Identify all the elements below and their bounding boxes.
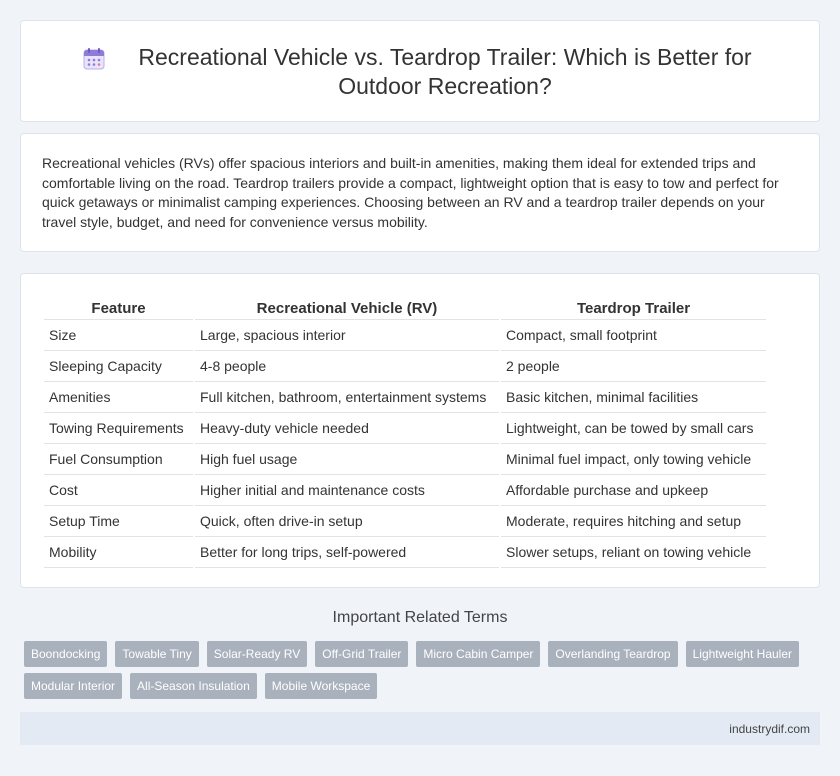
feature-cell: Setup Time — [44, 506, 193, 537]
rv-cell: Full kitchen, bathroom, entertainment systems — [195, 382, 499, 413]
title-card — [20, 20, 820, 122]
rv-cell: Higher initial and maintenance costs — [195, 475, 499, 506]
table-row — [44, 351, 766, 382]
related-terms-list — [24, 641, 814, 699]
term-tag[interactable]: Mobile Workspace — [265, 673, 377, 699]
term-tag[interactable]: Towable Tiny — [115, 641, 198, 667]
term-tag[interactable]: Solar-Ready RV — [207, 641, 307, 667]
feature-cell: Sleeping Capacity — [44, 351, 193, 382]
header-rv: Recreational Vehicle (RV) — [195, 294, 499, 320]
table-row — [44, 506, 766, 537]
table-row — [44, 475, 766, 506]
feature-cell: Towing Requirements — [44, 413, 193, 444]
intro-paragraph: Recreational vehicles (RVs) offer spacious interiors and built-in amenities, making them ideal for extended trips and comfortable living on the road. Teardrop trailers provide a compact, lightweight option that is easy to tow and perfect for quick getaways or minimalist camping experiences. Choosing between an RV and a teardrop trailer depends on your travel style, budget, and need for convenience versus mobility. — [42, 155, 779, 230]
term-tag[interactable]: Lightweight Hauler — [686, 641, 799, 667]
header-teardrop: Teardrop Trailer — [501, 294, 766, 320]
term-tag[interactable]: All-Season Insulation — [130, 673, 257, 699]
table-row — [44, 444, 766, 475]
footer — [20, 712, 820, 745]
rv-cell: Large, spacious interior — [195, 320, 499, 351]
rv-cell: Quick, often drive-in setup — [195, 506, 499, 537]
feature-cell: Amenities — [44, 382, 193, 413]
term-tag[interactable]: Micro Cabin Camper — [416, 641, 540, 667]
term-tag[interactable]: Modular Interior — [24, 673, 122, 699]
rv-cell: 4-8 people — [195, 351, 499, 382]
footer-site-link[interactable]: industrydif.com — [729, 722, 810, 736]
intro-card — [20, 133, 820, 252]
table-header-row — [44, 294, 766, 320]
feature-cell: Mobility — [44, 537, 193, 568]
teardrop-cell: Compact, small footprint — [501, 320, 766, 351]
comparison-table — [42, 294, 768, 568]
teardrop-cell: Basic kitchen, minimal facilities — [501, 382, 766, 413]
rv-cell: Better for long trips, self-powered — [195, 537, 499, 568]
term-tag[interactable]: Overlanding Teardrop — [548, 641, 677, 667]
teardrop-cell: Moderate, requires hitching and setup — [501, 506, 766, 537]
table-row — [44, 537, 766, 568]
header-feature: Feature — [44, 294, 193, 320]
teardrop-cell: Lightweight, can be towed by small cars — [501, 413, 766, 444]
table-row — [44, 382, 766, 413]
term-tag[interactable]: Off-Grid Trailer — [315, 641, 408, 667]
teardrop-cell: Affordable purchase and upkeep — [501, 475, 766, 506]
term-tag[interactable]: Boondocking — [24, 641, 107, 667]
teardrop-cell: Minimal fuel impact, only towing vehicle — [501, 444, 766, 475]
feature-cell: Cost — [44, 475, 193, 506]
related-terms-heading: Important Related Terms — [332, 609, 508, 626]
calendar-icon — [83, 48, 105, 70]
feature-cell: Size — [44, 320, 193, 351]
feature-cell: Fuel Consumption — [44, 444, 193, 475]
teardrop-cell: Slower setups, reliant on towing vehicle — [501, 537, 766, 568]
rv-cell: Heavy-duty vehicle needed — [195, 413, 499, 444]
teardrop-cell: 2 people — [501, 351, 766, 382]
page-title: Recreational Vehicle vs. Teardrop Trailer: Which is Better for Outdoor Recreation? — [138, 44, 752, 99]
comparison-table-card — [20, 273, 820, 588]
table-row — [44, 413, 766, 444]
table-row — [44, 320, 766, 351]
rv-cell: High fuel usage — [195, 444, 499, 475]
